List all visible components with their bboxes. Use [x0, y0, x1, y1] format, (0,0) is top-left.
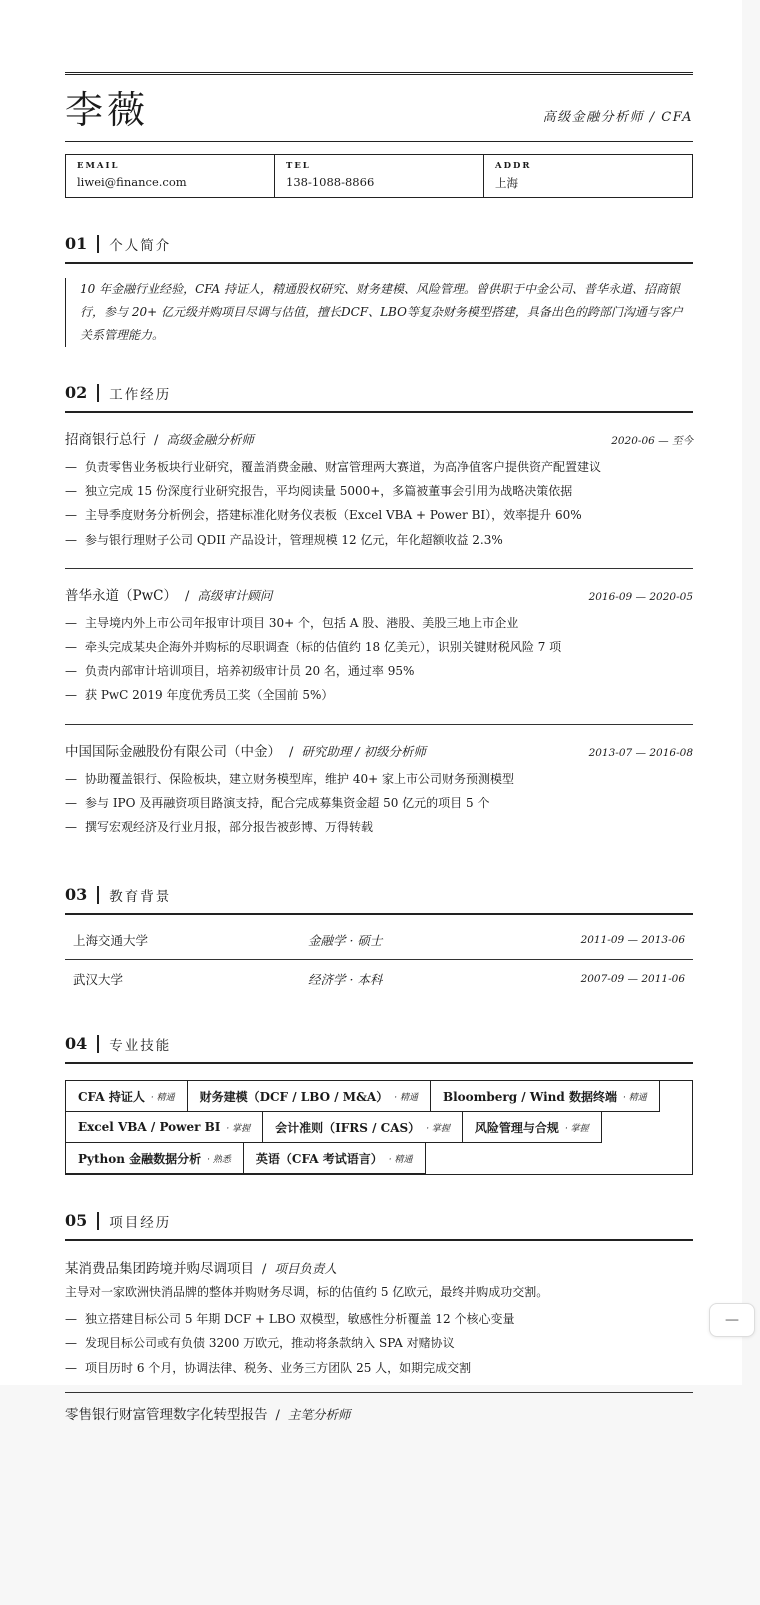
skill-tag [463, 1112, 602, 1143]
skill-tag [66, 1112, 263, 1143]
contact-value[interactable]: liwei@finance.com [77, 175, 187, 189]
dash-icon: — [65, 664, 77, 679]
bullet-text: 获 PwC 2019 年度优秀员工奖（全国前 5%） [85, 688, 334, 703]
contact-label: TEL [286, 161, 311, 171]
project-title: 零售银行财富管理数字化转型报告 [65, 1406, 268, 1423]
job-org: 招商银行总行 [65, 432, 146, 448]
bullet-text: 协助覆盖银行、保险板块，建立财务模型库，维护 40+ 家上市公司财务预测模型 [85, 771, 514, 786]
project-bullets [65, 1307, 693, 1380]
skills-grid [65, 1080, 693, 1175]
edu-dates: 2011-09 — 2013-06 [580, 934, 685, 947]
job-role: 研究助理 / 初级分析师 [301, 743, 427, 759]
skill-level: · 掌握 [564, 1123, 589, 1134]
dash-icon: — [65, 771, 77, 786]
candidate-name: 李薇 [65, 88, 150, 132]
bullet-text: 独立完成 15 份深度行业研究报告，平均阅读量 5000+，多篇被董事会引用为战略决策依据 [85, 484, 573, 499]
job-divider [65, 568, 693, 569]
project-role: 项目负责人 [274, 1261, 337, 1277]
dash-icon: — [65, 460, 77, 474]
skill-level: · 精通 [388, 1154, 413, 1165]
bullet-item [65, 815, 693, 839]
dash-icon: — [65, 688, 77, 703]
summary-text: 10 年金融行业经验，CFA 持证人，精通股权研究、财务建模、风险管理。曾供职于中金公司、普华永道、招商银行，参与 20+ 亿元级并购项目尽调与估值，擅长DCF、LBO等复杂财务模型搭建，具备出色的跨部门沟通与客户关系管理能力。 [65, 278, 693, 347]
job-role: 高级金融分析师 [166, 432, 254, 447]
project-entry [65, 1392, 693, 1423]
section-number: 02 [65, 384, 99, 402]
job-bullets [65, 767, 693, 840]
job-divider [65, 724, 693, 725]
contact-label: ADDR [495, 161, 532, 171]
job-header [65, 584, 693, 604]
section-title: 工作经历 [109, 387, 172, 403]
contact-tel [275, 155, 484, 197]
skill-level: · 精通 [622, 1092, 647, 1103]
contact-addr [484, 155, 692, 197]
bullet-item [65, 455, 693, 479]
skill-name: CFA 持证人 [78, 1089, 145, 1104]
skill-tag [263, 1112, 463, 1143]
separator-slash: / [262, 1262, 267, 1278]
edu-school: 武汉大学 [73, 972, 124, 988]
job-role: 高级审计顾问 [197, 587, 273, 603]
skill-level: · 精通 [150, 1092, 175, 1103]
separator-slash: / [184, 588, 190, 604]
bullet-item [65, 1356, 693, 1380]
dash-icon: — [65, 640, 77, 655]
contact-label: EMAIL [77, 161, 120, 171]
skill-tag [66, 1081, 188, 1112]
bullet-item [65, 528, 693, 552]
section-number: 04 [65, 1035, 99, 1053]
job-org: 普华永道（PwC） [65, 587, 177, 604]
job-dates: 2013-07 — 2016-08 [588, 746, 693, 759]
contact-value[interactable]: 138-1088-8866 [286, 175, 375, 189]
section-title: 专业技能 [109, 1038, 172, 1055]
resume-header [65, 88, 693, 142]
skill-level: · 掌握 [226, 1123, 251, 1134]
bullet-text: 主导境内外上市公司年报审计项目 30+ 个，包括 A 股、港股、美股三地上市企业 [85, 615, 519, 630]
education-row [65, 921, 693, 960]
bullet-text: 负责内部审计培训项目，培养初级审计员 20 名，通过率 95% [85, 664, 415, 679]
resume-content [65, 72, 693, 1423]
bullet-text: 牵头完成某央企海外并购标的尽职调查（标的估值约 18 亿美元），识别关键财税风险 7 项 [85, 640, 562, 655]
section-number: 03 [65, 886, 99, 904]
job-entry [65, 584, 693, 718]
bullet-item [65, 1307, 693, 1331]
project-role: 主笔分析师 [287, 1406, 351, 1422]
bullet-text: 主导季度财务分析例会，搭建标准化财务仪表板（Excel VBA + Power BI），效率提升 60% [85, 508, 582, 523]
candidate-role: 高级金融分析师 / CFA [542, 110, 693, 125]
education-row [65, 960, 693, 998]
bullet-item [65, 791, 693, 815]
bullet-item [65, 683, 693, 707]
bullet-item [65, 503, 693, 527]
dash-icon: — [65, 1312, 77, 1327]
section-number: 01 [65, 235, 99, 253]
bullet-text: 负责零售业务板块行业研究，覆盖消费金融、财富管理两大赛道，为高净值客户提供资产配置建议 [85, 460, 602, 474]
bullet-text: 参与 IPO 及再融资项目路演支持，配合完成募集资金超 50 亿元的项目 5 个 [85, 795, 490, 810]
project-description: 主导对一家欧洲快消品牌的整体并购财务尽调，标的估值约 5 亿欧元，最终并购成功交割。 [65, 1285, 549, 1300]
dash-icon: — [65, 615, 77, 630]
section-number: 05 [65, 1212, 99, 1230]
skill-tag [188, 1081, 431, 1112]
contact-bar [65, 154, 693, 198]
job-dates: 2020-06 — 至今 [611, 435, 693, 447]
dash-icon: — [65, 820, 77, 835]
bullet-item [65, 479, 693, 503]
job-header [65, 428, 693, 448]
skill-name: 英语（CFA 考试语言） [255, 1151, 383, 1166]
dash-icon: — [65, 1360, 77, 1375]
minus-icon: — [725, 1312, 739, 1328]
skill-level: · 精通 [394, 1092, 418, 1103]
contact-email [66, 155, 275, 197]
dash-icon: — [65, 795, 77, 810]
skill-name: 风险管理与合规 [474, 1120, 559, 1135]
job-org: 中国国际金融股份有限公司（中金） [65, 743, 281, 760]
dash-icon: — [65, 532, 77, 547]
contact-value: 上海 [495, 176, 518, 190]
separator-slash: / [275, 1407, 280, 1423]
project-header [65, 1257, 693, 1277]
section-skills-header [65, 1034, 693, 1064]
edu-dates: 2007-09 — 2011-06 [580, 973, 685, 986]
job-entry [65, 740, 693, 850]
bullet-item [65, 611, 693, 635]
skill-tag [244, 1143, 426, 1174]
job-bullets [65, 611, 693, 708]
project-entry [65, 1257, 693, 1380]
skill-name: 会计准则（IFRS / CAS） [275, 1120, 421, 1135]
dash-icon: — [65, 484, 77, 499]
job-bullets [65, 455, 693, 552]
bullet-text: 独立搭建目标公司 5 年期 DCF + LBO 双模型，敏感性分析覆盖 12 个核心变量 [85, 1312, 515, 1327]
edu-major: 经济学 · 本科 [308, 972, 383, 988]
project-title: 某消费品集团跨境并购尽调项目 [65, 1261, 254, 1278]
separator-slash: / [289, 744, 294, 760]
section-title: 个人简介 [109, 238, 172, 254]
bullet-text: 撰写宏观经济及行业月报，部分报告被彭博、万得转载 [85, 820, 374, 835]
bullet-text: 参与银行理财子公司 QDII 产品设计，管理规模 12 亿元，年化超额收益 2.3% [85, 532, 503, 547]
top-double-rule [65, 72, 693, 75]
skill-name: Excel VBA / Power BI [78, 1120, 221, 1135]
edu-major: 金融学 · 硕士 [308, 933, 383, 949]
dash-icon: — [65, 1336, 77, 1351]
skill-level: · 熟悉 [207, 1154, 231, 1165]
section-projects-header [65, 1211, 693, 1241]
skill-tag [431, 1081, 660, 1112]
bullet-item [65, 635, 693, 659]
section-education-header [65, 885, 693, 915]
skill-name: Python 金融数据分析 [78, 1151, 202, 1166]
job-dates: 2016-09 — 2020-05 [588, 590, 693, 603]
section-summary-header [65, 234, 693, 264]
bullet-item [65, 659, 693, 683]
section-title: 教育背景 [109, 889, 172, 906]
skill-level: · 掌握 [426, 1123, 450, 1134]
collapse-button[interactable] [709, 1303, 755, 1337]
bullet-text: 发现目标公司或有负债 3200 万欧元，推动将条款纳入 SPA 对赌协议 [85, 1336, 455, 1351]
edu-school: 上海交通大学 [73, 933, 149, 949]
section-work-header [65, 383, 693, 413]
skill-tag [66, 1143, 244, 1174]
job-entry [65, 428, 693, 562]
section-title: 项目经历 [109, 1215, 172, 1232]
skill-name: 财务建模（DCF / LBO / M&A） [199, 1089, 389, 1104]
bullet-item [65, 1331, 693, 1355]
dash-icon: — [65, 508, 77, 523]
separator-slash: / [154, 433, 159, 448]
bullet-text: 项目历时 6 个月，协调法律、税务、业务三方团队 25 人，如期完成交割 [85, 1360, 472, 1375]
bullet-item [65, 767, 693, 791]
job-header [65, 740, 693, 760]
skill-name: Bloomberg / Wind 数据终端 [442, 1089, 617, 1104]
